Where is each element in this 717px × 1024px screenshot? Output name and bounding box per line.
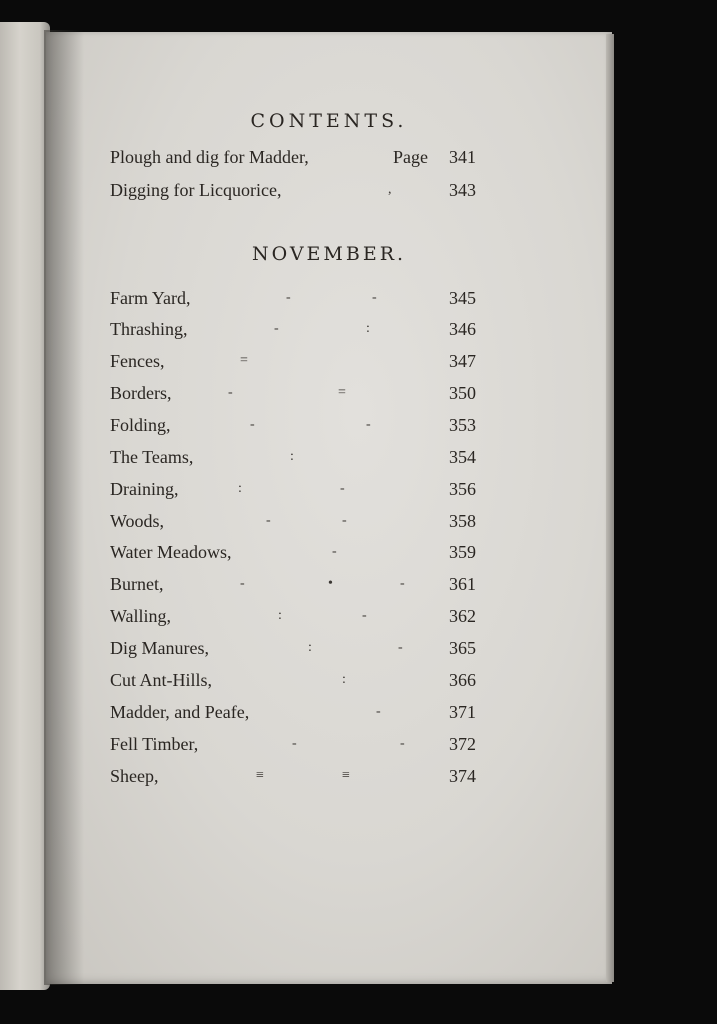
entry-page-number: 365 (449, 638, 476, 658)
leader-mark: - (376, 704, 381, 719)
entry-label: The Teams, (110, 447, 194, 467)
entry-label: Walling, (110, 606, 172, 626)
toc-entry (110, 351, 476, 379)
leader-mark: - (340, 481, 345, 496)
entry-label: Farm Yard, (110, 288, 191, 308)
entry-page-number: 356 (449, 479, 476, 499)
entry-page-number: 361 (449, 574, 476, 594)
toc-entry (110, 383, 476, 411)
toc-entry (110, 415, 476, 443)
entry-page-number: 347 (449, 351, 476, 371)
leader-mark: - (286, 290, 291, 305)
entry-page-number: 374 (449, 766, 476, 786)
entry-page-word: Page (393, 147, 428, 167)
toc-entry (110, 447, 476, 475)
entry-page-number: 371 (449, 702, 476, 722)
toc-entry (110, 180, 476, 208)
entry-label: Madder, and Peafe, (110, 702, 250, 722)
leader-mark: - (274, 321, 279, 336)
toc-entry (110, 574, 476, 602)
entry-page-number: 358 (449, 511, 476, 531)
toc-entry (110, 766, 476, 794)
toc-entry (110, 319, 476, 347)
entry-label: Burnet, (110, 574, 164, 594)
leader-mark: - (366, 417, 371, 432)
leader-mark: - (400, 736, 405, 751)
leader-mark: - (362, 608, 367, 623)
entry-label: Plough and dig for Madder, (110, 147, 309, 167)
entry-page-number: 362 (449, 606, 476, 626)
entry-label: Dig Manures, (110, 638, 209, 658)
gutter-shadow (44, 30, 84, 985)
left-page-edge (0, 22, 50, 990)
entry-label: Water Meadows, (110, 542, 232, 562)
page-header: CONTENTS. (250, 110, 408, 132)
leader-mark: ≡ (256, 768, 264, 783)
leader-mark: : (308, 640, 312, 655)
toc-entry (110, 670, 476, 698)
leader-mark: - (332, 544, 337, 559)
toc-entry (110, 606, 476, 634)
entry-page-number: 346 (449, 319, 476, 339)
leader-mark: : (238, 481, 242, 496)
entry-page-number: 372 (449, 734, 476, 754)
section-title: NOVEMBER. (251, 243, 407, 265)
leader-mark: ≡ (342, 768, 350, 783)
leader-mark: - (292, 736, 297, 751)
leader-mark: : (342, 672, 346, 687)
entry-page-number: 343 (449, 180, 476, 200)
entry-label: Cut Ant-Hills, (110, 670, 213, 690)
entry-label: Folding, (110, 415, 171, 435)
toc-entry (110, 542, 476, 570)
leader-mark: - (228, 385, 233, 400)
entry-label: Digging for Licquorice, (110, 180, 282, 200)
entry-label: Woods, (110, 511, 165, 531)
entry-label: Sheep, (110, 766, 159, 786)
entry-page-number: 350 (449, 383, 476, 403)
leader-mark: - (266, 513, 271, 528)
page-right-edge (606, 34, 614, 982)
leader-mark: , (388, 182, 392, 197)
leader-mark: - (398, 640, 403, 655)
entry-page-number: 366 (449, 670, 476, 690)
toc-entry (110, 479, 476, 507)
leader-mark: - (342, 513, 347, 528)
toc-entry (110, 638, 476, 666)
entry-label: Thrashing, (110, 319, 188, 339)
entry-page-number: 359 (449, 542, 476, 562)
leader-mark: - (250, 417, 255, 432)
toc-entry (110, 288, 476, 316)
leader-mark: - (400, 576, 405, 591)
toc-entry (110, 702, 476, 730)
leader-mark: - (372, 290, 377, 305)
toc-entry (110, 147, 476, 175)
entry-label: Fences, (110, 351, 165, 371)
entry-label: Borders, (110, 383, 172, 403)
leader-mark: = (338, 385, 346, 400)
toc-entry (110, 734, 476, 762)
leader-mark: : (366, 321, 370, 336)
entry-label: Draining, (110, 479, 179, 499)
leader-mark: • (328, 576, 333, 591)
entry-page-number: 353 (449, 415, 476, 435)
entry-page-number: 341 (449, 147, 476, 167)
entry-label: Fell Timber, (110, 734, 199, 754)
toc-entry (110, 511, 476, 539)
leader-mark: : (290, 449, 294, 464)
entry-page-number: 345 (449, 288, 476, 308)
leader-mark: : (278, 608, 282, 623)
leader-mark: - (240, 576, 245, 591)
leader-mark: = (240, 353, 248, 368)
entry-page-number: 354 (449, 447, 476, 467)
